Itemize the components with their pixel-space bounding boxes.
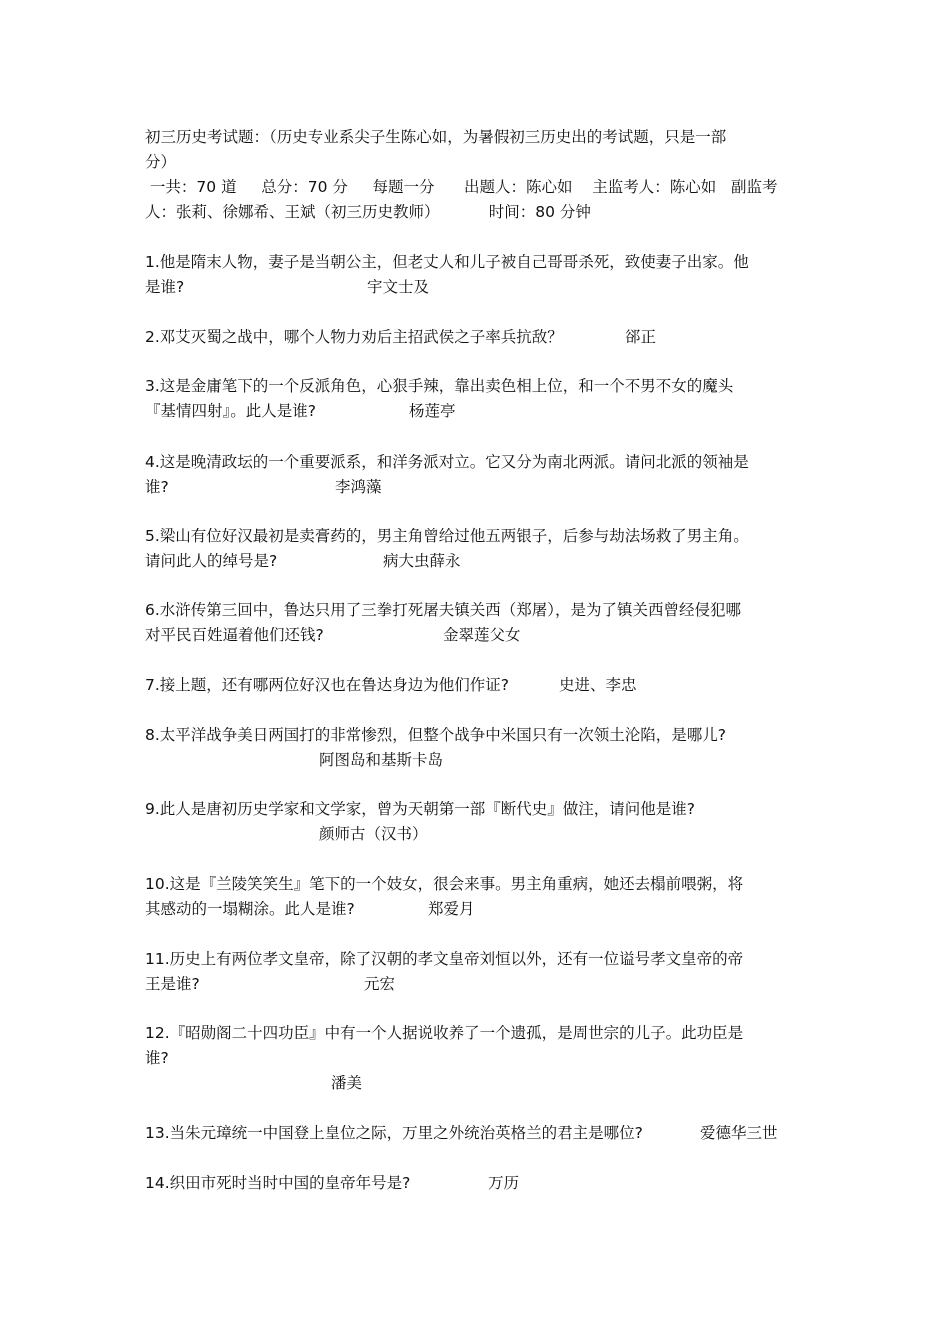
question-text: 4.这是晚清政坛的一个重要派系，和洋务派对立。它又分为南北两派。请问北派的领袖是	[145, 453, 749, 471]
question-text: 1.他是隋末人物，妻子是当朝公主，但老丈人和儿子被自己哥哥杀死，致使妻子出家。他	[145, 253, 749, 271]
exam-title-line: 初三历史考试题：（历史专业系尖子生陈心如，为暑假初三历史出的考试题，只是一部	[145, 128, 727, 146]
answer-text: 宇文士及	[367, 278, 430, 296]
question-text: 谁?	[145, 478, 169, 496]
question-text: 对平民百姓逼着他们还钱?	[145, 626, 324, 644]
question-text: 14.织田市死时当时中国的皇帝年号是?	[145, 1174, 411, 1192]
question-text: 3.这是金庸笔下的一个反派角色，心狠手辣，靠出卖色相上位，和一个不男不女的魔头	[145, 377, 734, 395]
answer-text: 阿图岛和基斯卡岛	[319, 751, 444, 769]
question-text: 是谁?	[145, 278, 185, 296]
question-text: 8.太平洋战争美日两国打的非常惨烈，但整个战争中米国只有一次领土沦陷，是哪儿?	[145, 726, 727, 744]
answer-text: 史进、李忠	[559, 676, 637, 694]
answer-text: 金翠莲父女	[443, 626, 521, 644]
question-text: 『基情四射』。此人是谁?	[145, 402, 316, 420]
exam-info-line: 一共：70 道 总分：70 分 每题一分 出题人：陈心如 主监考人：陈心如 副监考	[145, 178, 778, 196]
answer-text: 李鸿藻	[335, 478, 382, 496]
answer-text: 万历	[488, 1174, 520, 1192]
answer-text: 潘美	[331, 1074, 363, 1092]
question-text: 7.接上题，还有哪两位好汉也在鲁达身边为他们作证?	[145, 676, 510, 694]
answer-text: 元宏	[364, 975, 396, 993]
question-text: 5.梁山有位好汉最初是卖膏药的，男主角曾给过他五两银子，后参与劫法场救了男主角。	[145, 527, 749, 545]
answer-text: 颜师古（汉书）	[319, 825, 428, 843]
question-text: 6.水浒传第三回中，鲁达只用了三拳打死屠夫镇关西（郑屠），是为了镇关西曾经侵犯哪	[145, 601, 742, 619]
answer-text: 病大虫薛永	[383, 552, 461, 570]
exam-info-line: 人：张莉、徐娜希、王斌（初三历史教师） 时间：80 分钟	[145, 203, 591, 221]
question-text: 10.这是『兰陵笑笑生』笔下的一个妓女，很会来事。男主角重病，她还去榻前喂粥，将	[145, 875, 744, 893]
question-text: 王是谁?	[145, 975, 200, 993]
question-text: 9.此人是唐初历史学家和文学家，曾为天朝第一部『断代史』做注，请问他是谁?	[145, 800, 696, 818]
question-text: 13.当朱元璋统一中国登上皇位之际，万里之外统治英格兰的君主是哪位?	[145, 1124, 643, 1142]
question-text: 请问此人的绰号是?	[145, 552, 278, 570]
exam-title-line: 分）	[145, 153, 177, 171]
question-text: 12.『昭勋阁二十四功臣』中有一个人据说收养了一个遗孤，是周世宗的儿子。此功臣是	[145, 1024, 744, 1042]
answer-text: 郤正	[625, 328, 657, 346]
answer-text: 杨莲亭	[409, 402, 456, 420]
answer-text: 爱德华三世	[700, 1124, 778, 1142]
question-text: 谁?	[145, 1049, 169, 1067]
question-text: 2.邓艾灭蜀之战中，哪个人物力劝后主招武侯之子率兵抗敌？	[145, 328, 563, 346]
answer-text: 郑爱月	[428, 900, 475, 918]
question-text: 其感动的一塌糊涂。此人是谁?	[145, 900, 355, 918]
question-text: 11.历史上有两位孝文皇帝，除了汉朝的孝文皇帝刘恒以外，还有一位谥号孝文皇帝的帝	[145, 950, 744, 968]
